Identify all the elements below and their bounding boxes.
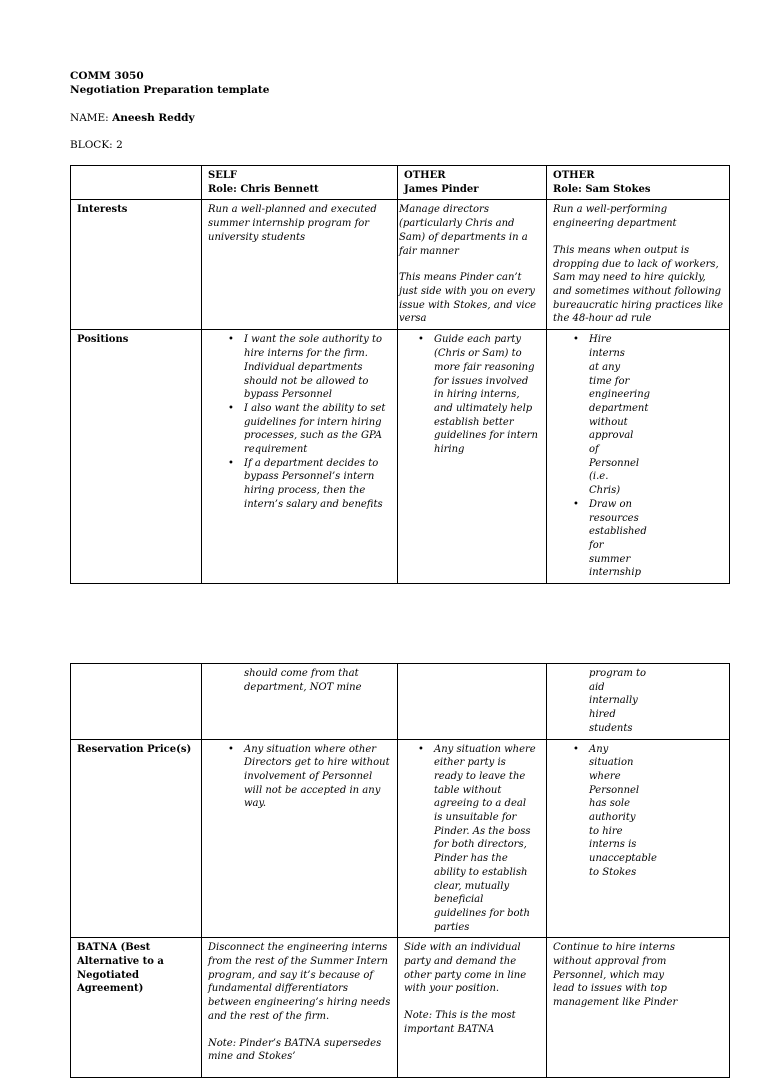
block-value: 2 (116, 139, 123, 151)
name-line (70, 111, 195, 125)
batna-label: BATNA (Best Alternative to a Negotiated Agreement) (71, 938, 202, 1078)
course-code: COMM 3050 (70, 70, 144, 82)
list-item: • I also want the ability to set guidelines for intern hiring processes, such as the GPA requirement (244, 402, 392, 457)
pinder-batna (398, 938, 547, 1078)
pinder-column-header (398, 166, 547, 200)
stokes-interest-note: This means when output is dropping due to lack of workers, Sam may need to hire quickly, and sometimes without following bureaucratic hiring practices like the 48-hour ad rule (553, 244, 724, 325)
self-positions-list (208, 333, 392, 511)
reservation-label: Reservation Price(s) (71, 739, 202, 938)
pinder-interests (398, 200, 547, 330)
self-role: Role: Chris Bennett (208, 183, 319, 195)
positions-continued-row (71, 664, 730, 740)
pinder-role: James Pinder (404, 183, 479, 195)
pinder-reservation-list (404, 743, 536, 935)
self-reservation (202, 739, 398, 938)
self-batna (202, 938, 398, 1078)
list-item: • Hire interns at any time for engineering department without approval of Personnel (i.e. Chris) (589, 333, 634, 497)
stokes-column-header (547, 166, 730, 200)
positions-label: Positions (71, 330, 202, 584)
list-item: • Any situation where other Directors get to hire without involvement of Personnel will not be accepted in any way. (244, 743, 392, 812)
self-column-header (202, 166, 398, 200)
block-line (70, 138, 123, 152)
prep-table-page-1 (70, 165, 730, 584)
empty-label-cell (71, 664, 202, 740)
self-label: SELF (208, 170, 237, 181)
document-title: Negotiation Preparation template (70, 84, 270, 96)
other-label: OTHER (404, 170, 446, 181)
pinder-interest-text: Manage directors (particularly Chris and Sam) of departments in a fair manner (399, 204, 528, 257)
stokes-reservation (547, 739, 730, 938)
stokes-reservation-list (553, 743, 657, 880)
name-value: Aneesh Reddy (112, 112, 195, 124)
self-positions-continued (202, 664, 398, 740)
corner-cell (71, 166, 202, 200)
list-item: • I want the sole authority to hire interns for the firm. Individual departments should not be allowed to bypass Personnel (244, 333, 392, 402)
pinder-interest-note: This means Pinder can’t just side with you on every issue with Stokes, and vice versa (399, 272, 537, 325)
block-label: BLOCK: (70, 139, 113, 151)
list-item: • Any situation where either party is ready to leave the table without agreeing to a deal is unsuitable for Pinder. As the boss for both directors, Pinder has the ability to establish clear, mutually beneficial guidelines for both parties (434, 743, 536, 935)
list-item: • Guide each party (Chris or Sam) to more fair reasoning for issues involved in hiring interns, and ultimately help establish better guidelines for intern hiring (434, 333, 541, 456)
stokes-interests (547, 200, 730, 330)
prep-table-page-2 (70, 663, 730, 1078)
stokes-batna (547, 938, 730, 1078)
positions-row (71, 330, 730, 584)
pinder-empty-cell (398, 664, 547, 740)
batna-row (71, 938, 730, 1078)
stokes-role: Role: Sam Stokes (553, 183, 651, 195)
stokes-positions-list (553, 333, 651, 580)
stokes-positions-continued (547, 664, 730, 740)
stokes-interest-text: Run a well-performing engineering department (553, 204, 677, 230)
reservation-row (71, 739, 730, 938)
pinder-positions-list (404, 333, 541, 456)
list-item: • If a department decides to bypass Personnel’s intern hiring process, then the intern’s salary and benefits (244, 457, 392, 512)
header-row (71, 166, 730, 200)
self-reservation-list (208, 743, 392, 812)
self-batna-note: Note: Pinder’s BATNA supersedes mine and Stokes’ (208, 1037, 382, 1063)
pinder-batna-text: Side with an individual party and demand the other party come in line with your position. (404, 942, 527, 995)
self-interests: Run a well-planned and executed summer internship program for university students (202, 200, 398, 330)
interests-row (71, 200, 730, 330)
other-label: OTHER (553, 170, 595, 181)
stokes-positions-cont-text: program to aid internally hired students (589, 668, 647, 734)
stokes-batna-text: Continue to hire interns without approval from Personnel, which may lead to issues with top management like Pinder (553, 942, 678, 1009)
list-item: • Any situation where Personnel has sole authority to hire interns is unacceptable to Stokes (589, 743, 644, 880)
name-label: NAME: (70, 112, 109, 124)
interests-label: Interests (71, 200, 202, 330)
self-batna-text: Disconnect the engineering interns from the rest of the Summer Intern program, and say it’s because of fundamental differentiators between engineering’s hiring needs and the rest of the firm. (208, 942, 391, 1022)
self-positions-cont-text: should come from that department, NOT mine (244, 668, 362, 693)
pinder-positions (398, 330, 547, 584)
self-positions (202, 330, 398, 584)
pinder-batna-note: Note: This is the most important BATNA (404, 1010, 516, 1035)
list-item: • Draw on resources established for summer internship (589, 498, 634, 580)
pinder-reservation (398, 739, 547, 938)
stokes-positions (547, 330, 730, 584)
